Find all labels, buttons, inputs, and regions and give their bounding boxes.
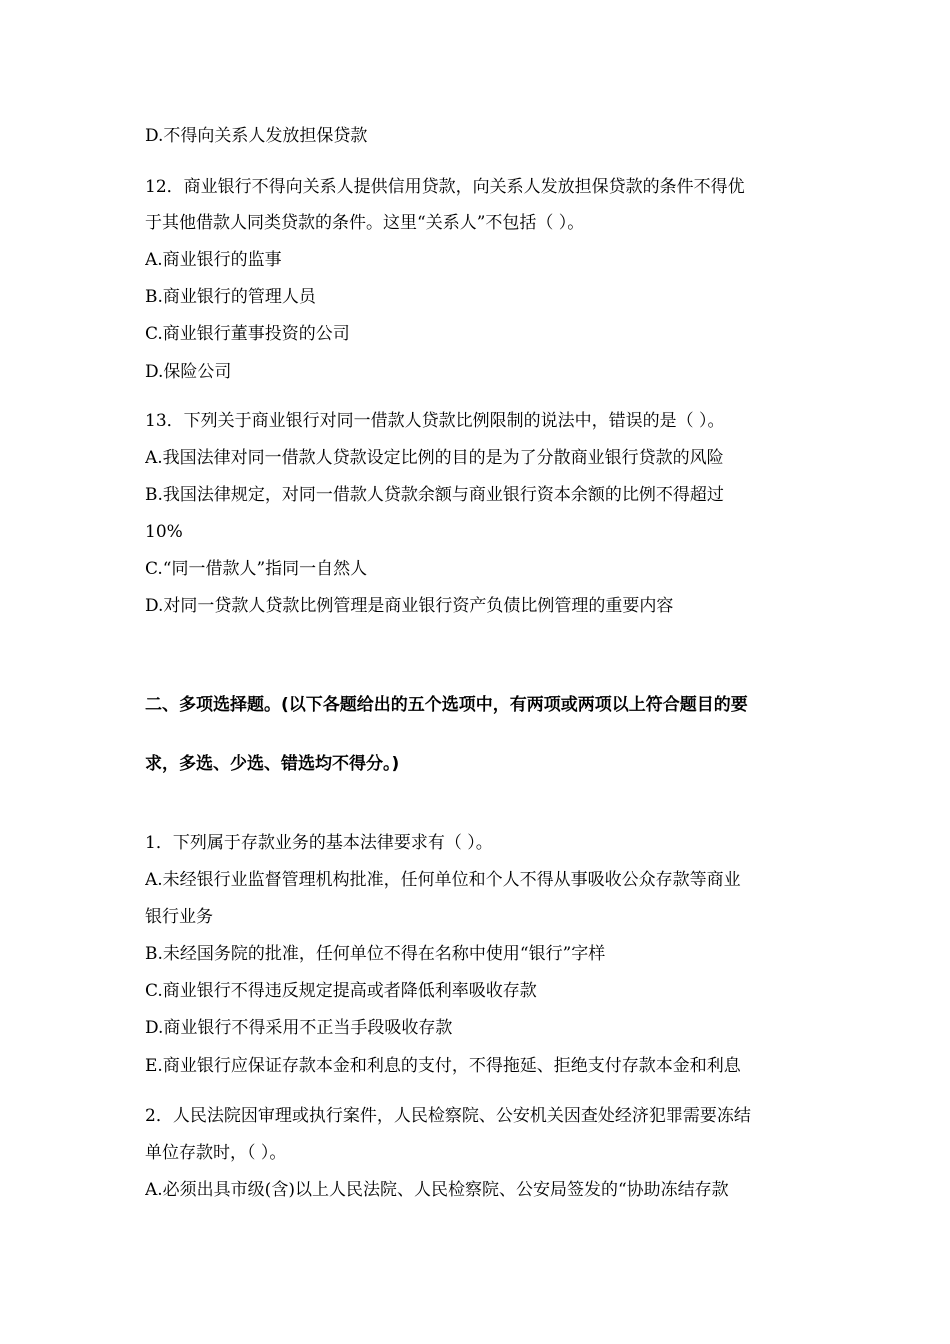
question-13-option-d: D.对同一贷款人贷款比例管理是商业银行资产负债比例管理的重要内容: [145, 596, 674, 616]
multi-question-1-text: 1．下列属于存款业务的基本法律要求有（ ）。: [145, 833, 493, 853]
multi-question-1-option-a-line2: 银行业务: [145, 907, 213, 927]
question-13-option-b-line1: B.我国法律规定，对同一借款人贷款余额与商业银行资本余额的比例不得超过: [145, 485, 724, 505]
question-13-option-a: A.我国法律对同一借款人贷款设定比例的目的是为了分散商业银行贷款的风险: [145, 448, 724, 468]
question-12-option-b: B.商业银行的管理人员: [145, 287, 316, 307]
question-12-option-d: D.保险公司: [145, 362, 232, 382]
question-13-text: 13．下列关于商业银行对同一借款人贷款比例限制的说法中，错误的是（ ）。: [145, 411, 725, 431]
section-2-heading-line1: 二、多项选择题。(以下各题给出的五个选项中，有两项或两项以上符合题目的要: [145, 695, 748, 715]
multi-question-2-text-line1: 2．人民法院因审理或执行案件，人民检察院、公安机关因查处经济犯罪需要冻结: [145, 1106, 751, 1126]
multi-question-1-option-b: B.未经国务院的批准，任何单位不得在名称中使用“银行”字样: [145, 944, 606, 964]
multi-question-1-option-d: D.商业银行不得采用不正当手段吸收存款: [145, 1018, 453, 1038]
question-13-option-c: C.“同一借款人”指同一自然人: [145, 559, 368, 579]
question-13-option-b-line2: 10%: [145, 522, 183, 542]
question-12-option-a: A.商业银行的监事: [145, 250, 282, 270]
question-12-option-c: C.商业银行董事投资的公司: [145, 324, 350, 344]
multi-question-2-text-line2: 单位存款时，（ ）。: [145, 1143, 287, 1163]
multi-question-1-option-e: E.商业银行应保证存款本金和利息的支付，不得拖延、拒绝支付存款本金和利息: [145, 1056, 741, 1076]
section-2-heading-line2: 求，多选、少选、错选均不得分。): [145, 754, 400, 774]
multi-question-2-option-a: A.必须出具市级(含)以上人民法院、人民检察院、公安局签发的“协助冻结存款: [145, 1180, 729, 1200]
prev-question-option-d: D.不得向关系人发放担保贷款: [145, 126, 368, 146]
multi-question-1-option-c: C.商业银行不得违反规定提高或者降低利率吸收存款: [145, 981, 537, 1001]
question-12-text-line2: 于其他借款人同类贷款的条件。这里“关系人”不包括（ ）。: [145, 213, 585, 233]
multi-question-1-option-a-line1: A.未经银行业监督管理机构批准，任何单位和个人不得从事吸收公众存款等商业: [145, 870, 741, 890]
question-12-text-line1: 12．商业银行不得向关系人提供信用贷款，向关系人发放担保贷款的条件不得优: [145, 177, 745, 197]
